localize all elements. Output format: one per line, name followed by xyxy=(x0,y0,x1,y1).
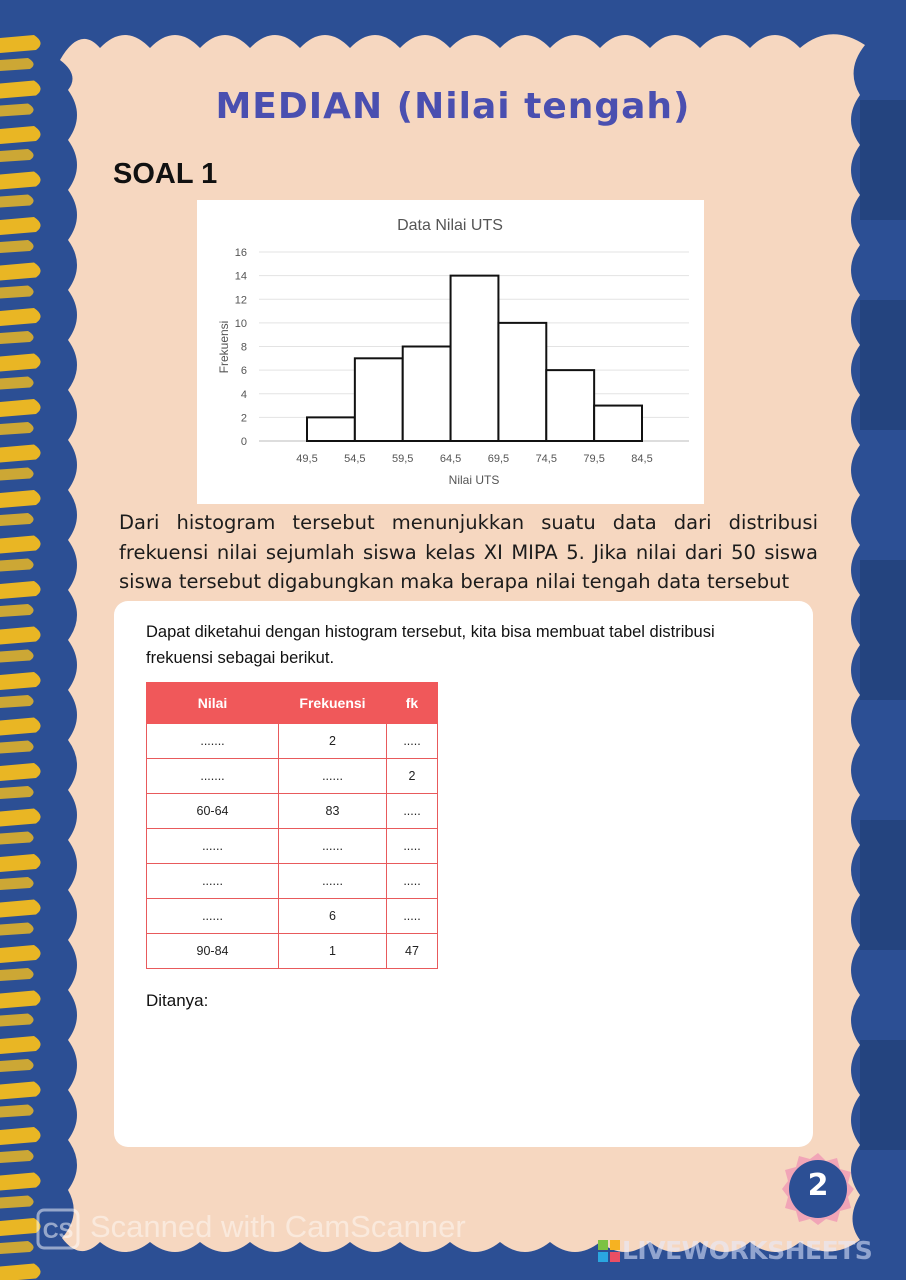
chart-title: Data Nilai UTS xyxy=(397,217,503,234)
cell-fk[interactable]: ..... xyxy=(387,899,438,934)
cell-nilai[interactable]: ...... xyxy=(147,899,279,934)
camscanner-logo-text: CS xyxy=(42,1218,74,1243)
x-tick-label: 74,5 xyxy=(535,453,557,465)
header-nilai: Nilai xyxy=(147,683,279,724)
table-row xyxy=(147,829,438,864)
camscanner-logo xyxy=(36,1208,80,1250)
section-heading: SOAL 1 xyxy=(113,158,218,190)
y-tick-label: 6 xyxy=(240,365,247,378)
cell-fk[interactable]: ..... xyxy=(387,829,438,864)
cell-nilai[interactable]: ....... xyxy=(147,724,279,759)
table-header-row xyxy=(147,683,438,724)
cell-nilai[interactable]: ...... xyxy=(147,864,279,899)
cell-frekuensi[interactable]: 83 xyxy=(279,794,387,829)
y-axis-label: Frekuensi xyxy=(217,320,231,374)
histogram-card xyxy=(197,200,704,504)
x-tick-label: 84,5 xyxy=(631,453,653,465)
table-row xyxy=(147,899,438,934)
y-tick-label: 8 xyxy=(240,341,247,354)
table-row xyxy=(147,759,438,794)
y-tick-label: 2 xyxy=(240,412,247,425)
question-paragraph: Dari histogram tersebut menunjukkan suatu data dari distribusi frekuensi nilai sejumlah siswa kelas XI MIPA 5. Jika nilai dari 50 siswa siswa tersebut digabungkan maka berapa nilai tengah data tersebut xyxy=(119,511,818,593)
histogram-bar xyxy=(403,347,451,442)
cell-nilai[interactable]: ...... xyxy=(147,829,279,864)
page-number: 2 xyxy=(807,1168,829,1203)
x-tick-label: 79,5 xyxy=(583,453,605,465)
cell-fk[interactable]: ..... xyxy=(387,724,438,759)
page-title: MEDIAN (Nilai tengah) xyxy=(215,86,691,127)
liveworksheets-logo-icon xyxy=(598,1240,620,1262)
y-tick-label: 10 xyxy=(234,317,247,330)
cell-frekuensi[interactable]: ...... xyxy=(279,829,387,864)
cell-frekuensi[interactable]: 6 xyxy=(279,899,387,934)
histogram-bar xyxy=(498,323,546,441)
x-tick-label: 59,5 xyxy=(392,453,414,465)
table-row xyxy=(147,794,438,829)
y-tick-label: 0 xyxy=(240,436,247,448)
y-tick-label: 12 xyxy=(234,294,247,307)
histogram-bar xyxy=(451,276,499,441)
cell-frekuensi[interactable]: ...... xyxy=(279,759,387,794)
table-row xyxy=(147,864,438,899)
table-row xyxy=(147,724,438,759)
histogram-bar xyxy=(546,370,594,441)
y-tick-label: 4 xyxy=(240,388,247,401)
cell-fk[interactable]: 47 xyxy=(387,934,438,969)
y-tick-label: 14 xyxy=(234,270,247,283)
y-tick-label: 16 xyxy=(234,247,247,259)
cell-nilai[interactable]: ....... xyxy=(147,759,279,794)
liveworksheets-brand: LIVEWORKSHEETS xyxy=(622,1236,873,1265)
x-tick-label: 64,5 xyxy=(439,453,462,465)
answer-intro: Dapat diketahui dengan histogram tersebut, kita bisa membuat tabel distribusi frekuensi sebagai berikut. xyxy=(146,623,715,667)
histogram-chart xyxy=(197,200,704,504)
x-tick-label: 49,5 xyxy=(296,453,318,465)
histogram-bar xyxy=(307,417,355,441)
answer-card xyxy=(114,601,813,1147)
cell-frekuensi[interactable]: 1 xyxy=(279,934,387,969)
cell-frekuensi[interactable]: 2 xyxy=(279,724,387,759)
frequency-distribution-table xyxy=(146,682,438,969)
cell-nilai[interactable]: 60-64 xyxy=(147,794,279,829)
cell-nilai[interactable]: 90-84 xyxy=(147,934,279,969)
header-fk: fk xyxy=(387,683,438,724)
x-axis-label: Nilai UTS xyxy=(448,473,500,487)
cell-fk[interactable]: ..... xyxy=(387,864,438,899)
ditanya-label: Ditanya: xyxy=(146,991,209,1010)
cell-frekuensi[interactable]: ...... xyxy=(279,864,387,899)
cell-fk[interactable]: 2 xyxy=(387,759,438,794)
header-frekuensi: Frekuensi xyxy=(279,683,387,724)
cell-fk[interactable]: ..... xyxy=(387,794,438,829)
histogram-bar xyxy=(355,358,403,441)
table-row xyxy=(147,934,438,969)
x-tick-label: 69,5 xyxy=(487,453,510,465)
x-tick-label: 54,5 xyxy=(344,453,366,465)
histogram-bar xyxy=(594,406,642,441)
camscanner-watermark: Scanned with CamScanner xyxy=(90,1209,466,1244)
